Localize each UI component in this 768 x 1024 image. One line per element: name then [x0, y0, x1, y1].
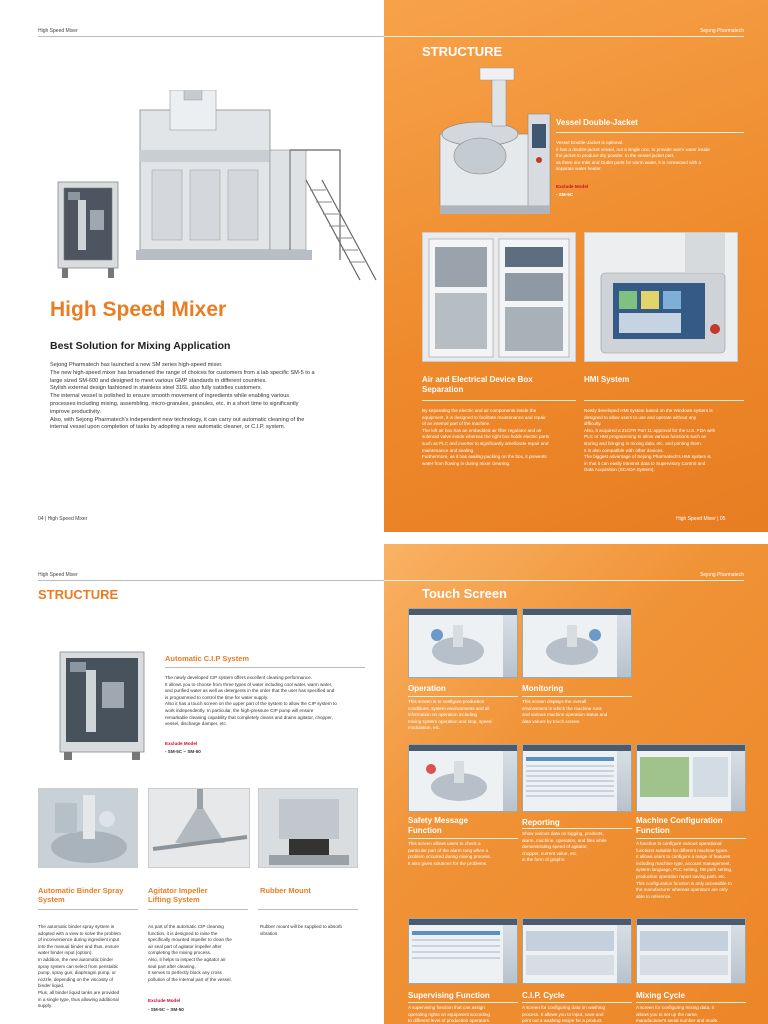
reporting-screen: [522, 744, 632, 812]
agitator-text: [148, 924, 254, 983]
agitator-impeller-photo: [148, 788, 250, 868]
machine-config-line: production operation report saving path, etc.: [636, 873, 726, 879]
mixing-cycle-line: allows you to set up the name,: [636, 1011, 699, 1017]
screen-titlebar: [523, 609, 631, 615]
intro-line: internal vessel upon completion of tasks by adopting a new automatic cleaner, or C.I.P. system.: [50, 424, 286, 431]
agitator-line: function, it is designed to raise the: [148, 930, 218, 936]
binder-line: into the manual binder and thus, ensure: [38, 943, 119, 949]
hmi-system-photo: [584, 232, 738, 362]
cip-cycle-screen: [522, 918, 632, 984]
screen-row: [640, 931, 728, 951]
screen-row: [526, 790, 614, 792]
rubber-rule: [258, 909, 358, 910]
screen-titlebar: [523, 919, 631, 925]
screen-sidebar: [731, 751, 745, 811]
screen-sidebar: [503, 615, 517, 677]
intro-text: [50, 362, 370, 432]
rubber-mount-photo: [258, 788, 358, 868]
monitoring-line: This screen displays the overall: [522, 699, 587, 704]
intro-line: processes including mixing, assembling, micro-granules, granules, etc. in a short time to significantly: [50, 400, 299, 407]
rubber-title: Rubber Mount: [260, 886, 311, 895]
cip-line: remarkable cleaning capability that completely cleans and drains agitator, chopper,: [165, 714, 333, 720]
bottom-right-header-rule: [384, 580, 744, 581]
binder-line: The automatic binder spray system is: [38, 924, 115, 929]
mixing-cycle-line: A screen for configuring mixing data, it: [636, 1005, 714, 1010]
binder-text: [38, 924, 144, 1010]
air-box-rule: [422, 400, 576, 401]
hmi-line: storing and bringing in mixing data, etc. and printing them.: [584, 440, 702, 446]
binder-title-line: System: [38, 895, 65, 904]
supervising-title: Supervising Function: [408, 991, 490, 1000]
bottom-left-header-rule: [38, 580, 384, 581]
vessel-line: the jacket to produce dry powder. In the vessel jacket part,: [556, 153, 675, 159]
vessel-exclude-value: - SM-5C: [556, 192, 574, 197]
agitator-title-line: Agitator Impeller: [148, 886, 208, 895]
supervising-line: to different level of production operators.: [408, 1018, 491, 1024]
vessel-title-rule: [556, 132, 744, 133]
bottom-left-header: High Speed Mixer: [38, 572, 78, 578]
agitator-line: pollution of the internal part of the vessel.: [148, 976, 232, 982]
rubber-line: vibration: [260, 930, 278, 936]
agitator-rule: [148, 909, 248, 910]
agitator-line: air seal part of agitator impeller after: [148, 943, 222, 949]
supervising-text: [408, 1005, 520, 1024]
screen-sidebar: [731, 925, 745, 983]
binder-line: nozzle, depending on the viscosity of: [38, 976, 114, 982]
safety-text: [408, 841, 520, 867]
screen-titlebar: [637, 919, 745, 925]
cip-line: The newly developed CIP system offers excellent cleaning performance.: [165, 675, 312, 680]
mixing-cycle-screen: [636, 918, 746, 984]
machine-config-rule: [636, 838, 746, 839]
agitator-line: completing the mixing process.: [148, 950, 212, 956]
machine-config-line: functions suitable for different machine types.: [636, 847, 729, 853]
cip-line: is programmed to control the time for water supply.: [165, 694, 269, 700]
supervising-screen: [408, 918, 518, 984]
agitator-exclude-label: Exclude Model: [148, 998, 181, 1003]
binder-line: supply.: [38, 1003, 53, 1009]
screen-titlebar: [637, 745, 745, 751]
operation-title: Operation: [408, 684, 446, 693]
air-box-line: such as PLC and inverter to significantly ameliorate repair and: [422, 440, 549, 446]
intro-line: The internal vessel is polished to ensure smooth movement of ingredients while enabling various: [50, 393, 290, 400]
binder-title: [38, 886, 123, 904]
air-box-text: [422, 408, 582, 467]
cip-line: work independently. In particular, the high-pressure CIP pump will ensure: [165, 707, 314, 713]
machine-config-text: [636, 841, 754, 900]
safety-rule: [408, 838, 518, 839]
binder-spray-photo: [38, 788, 138, 868]
mixing-cycle-title: Mixing Cycle: [636, 991, 685, 1000]
cip-cycle-line: print out a washing recipe for a product.: [522, 1018, 603, 1024]
air-box-line: solenoid valve inside whereas the right box holds electric parts: [422, 434, 550, 440]
operation-screen: [408, 608, 518, 678]
reporting-line: Show various data on logging, products,: [522, 831, 604, 836]
cip-line: It allows you to choose from three types of water including cool water, warm water,: [165, 681, 333, 687]
reporting-line: alarm, machine, operation, and files while: [522, 837, 607, 843]
binder-line: binder liquid.: [38, 983, 65, 989]
binder-line: Plus, all binder liquid tanks are provided: [38, 989, 120, 995]
screen-row: [412, 951, 500, 953]
bottom-right-header: Sejong Pharmatech: [700, 572, 744, 578]
safety-title-line: Function: [408, 825, 442, 835]
structure-title-bottom: STRUCTURE: [38, 587, 119, 602]
top-left-header-rule: [38, 36, 384, 37]
monitoring-line: data values by touch screen.: [522, 718, 581, 724]
hmi-line: designed to allow users to use and operate without any: [584, 414, 697, 420]
binder-line: of inconvenience during ingredient input: [38, 937, 120, 943]
vessel-line: Vessel Double-Jacket is optional.: [556, 140, 624, 145]
screen-titlebar: [409, 745, 517, 751]
agitator-line: Also, it helps to inspect the agitator air: [148, 956, 226, 962]
cip-exclude-label: Exclude Model: [165, 741, 198, 746]
screen-row: [526, 795, 614, 797]
machine-config-line: This configuration function is only accessible to: [636, 880, 732, 886]
hmi-rule: [584, 400, 744, 401]
screen-row: [640, 757, 689, 797]
agitator-line: seal part after cleaning,: [148, 963, 196, 969]
safety-line: problem occurred during mixing process.: [408, 854, 491, 860]
cip-cycle-title: C.I.P. Cycle: [522, 991, 565, 1000]
cip-exclude-value: - SM-5C ~ SM-50: [165, 749, 201, 754]
vessel-line: separate water heater.: [556, 166, 602, 172]
screen-row: [412, 939, 500, 941]
supervising-rule: [408, 1002, 518, 1003]
intro-line: Stylish external design fashioned in stainless steel 316L also fully satisfies customers.: [50, 385, 263, 392]
operation-rule: [408, 696, 518, 697]
machine-config-title: [636, 816, 723, 835]
intro-line: Sejong Pharmatech has launched a new SM series high-speed mixer.: [50, 362, 223, 368]
machine-config-line: system language, PLC setting, DB path setting,: [636, 867, 733, 873]
vessel-line: It has a double-jacket vessel, not a single one, to provide warm water inside: [556, 146, 710, 152]
air-box-line: of an internal part of the machine.: [422, 421, 491, 427]
monitoring-line: and various machine operation status and: [522, 712, 608, 718]
screen-row: [412, 945, 500, 947]
safety-title-line: Safety Message: [408, 816, 469, 825]
mixing-cycle-text: [636, 1005, 752, 1024]
rubber-line: Rubber mount will be supplied to absorb: [260, 924, 342, 929]
machine-config-line: It allows users to configure a range of features: [636, 854, 731, 860]
cip-system-photo: [56, 648, 152, 760]
operation-line: conditions, system environments and all: [408, 705, 490, 711]
screen-row: [526, 780, 614, 782]
operation-text: [408, 699, 520, 732]
screen-row: [640, 955, 728, 975]
monitoring-text: [522, 699, 634, 725]
vessel-text: [556, 140, 746, 173]
page-subtitle: Best Solution for Mixing Application: [50, 340, 231, 352]
screen-row: [526, 775, 614, 777]
screen-sidebar: [617, 751, 631, 811]
screen-row: [526, 955, 614, 975]
reporting-rule: [522, 828, 632, 829]
hmi-text: [584, 408, 750, 474]
air-box-title: [422, 375, 533, 394]
safety-line: particular part of the alarm rang when a: [408, 847, 489, 853]
top-right-header-rule: [384, 36, 744, 37]
vessel-double-jacket-photo: [420, 64, 570, 224]
bottom-left-page: [0, 544, 384, 1024]
agitator-line: it serves to perfectly block any cross: [148, 970, 222, 976]
screen-row: [412, 957, 500, 959]
cip-cycle-rule: [522, 1002, 632, 1003]
supervising-line: A supervising function that can assign: [408, 1005, 485, 1010]
top-left-header: High Speed Mixer: [38, 28, 78, 34]
reporting-line: chopper, current value, etc.: [522, 850, 578, 856]
reporting-title: Reporting: [522, 818, 560, 827]
agitator-exclude-value: - SM-5C ~ SM-50: [148, 1007, 184, 1012]
cip-line: Also it has a touch screen on the upper part of the system to allow the CIP system to: [165, 701, 337, 707]
machine-config-title-line: Function: [636, 825, 670, 835]
screen-sidebar: [617, 615, 631, 677]
top-right-page: [384, 0, 768, 532]
air-box-line: water from flowing in during mixer cleaning.: [422, 460, 511, 466]
agitator-title: [148, 886, 208, 904]
hmi-line: in that it can easily transmit data to Supervisory Control and: [584, 460, 706, 466]
intro-line: The new high-speed mixer has broadened the range of choices for customers from a lab specific SM-5 to a: [50, 369, 315, 376]
high-speed-mixer-machine-illustration: [40, 90, 384, 290]
air-box-line: By separating the electric and air components inside the: [422, 408, 537, 413]
air-box-line: equipment, it is designed to facilitate maintenance and repair: [422, 414, 546, 420]
safety-title: [408, 816, 468, 835]
binder-line: in a single type, thus allowing additional: [38, 996, 119, 1002]
screen-titlebar: [409, 919, 517, 925]
screen-sidebar: [503, 751, 517, 811]
cip-cycle-line: A screen for configuring data on washing: [522, 1005, 605, 1010]
screen-row: [412, 931, 500, 935]
footer-page-05: High Speed Mixer | 05: [676, 516, 726, 522]
touch-screen-title: Touch Screen: [422, 586, 508, 601]
screen-titlebar: [409, 609, 517, 615]
screen-sidebar: [617, 925, 631, 983]
air-electrical-box-photo: [422, 232, 576, 362]
intro-line: large sized SM-600 and designed to meet various GMP standards in different countries.: [50, 377, 267, 384]
agitator-line: specifically mounted impeller to clean the: [148, 937, 232, 943]
hmi-title: HMI System: [584, 375, 630, 384]
operation-line: modulation, etc.: [408, 725, 441, 731]
vessel-line: as there are Inlet and Outlet ports for warm water, it is connected with a: [556, 159, 702, 165]
reporting-line: demonstrating speed of agitator,: [522, 844, 588, 850]
binder-rule: [38, 909, 138, 910]
cip-line: vessel, discharge damper, etc.: [165, 721, 228, 727]
air-box-title-line: Separation: [422, 384, 464, 394]
bottom-spread: [0, 544, 768, 1024]
binder-line: In addition, the new automatic binder: [38, 956, 114, 962]
bottom-right-page: [384, 544, 768, 1024]
mixing-cycle-rule: [636, 1002, 746, 1003]
operation-line: information on operation including: [408, 712, 477, 718]
air-box-line: Furthermore, as it has sealing-packing on the box, it prevents: [422, 454, 547, 460]
structure-title-top: STRUCTURE: [422, 44, 503, 59]
machine-config-line: including machine type, account management,: [636, 860, 731, 866]
screen-sidebar: [503, 925, 517, 983]
cip-rule: [165, 667, 365, 668]
screen-row: [526, 765, 614, 767]
footer-page-04: 04 | High Speed Mixer: [38, 516, 88, 522]
hmi-line: Newly developed HMI system based on the Windows system is: [584, 408, 713, 413]
screen-titlebar: [523, 745, 631, 751]
air-box-line: The left air box has an embedded air filter regulator and air: [422, 427, 542, 433]
screen-row: [526, 757, 614, 761]
spread-gap: [0, 532, 768, 544]
binder-line: pump, spray gun, diaphragm pump, or: [38, 970, 116, 976]
hmi-line: difficulty.: [584, 421, 602, 427]
safety-line: It also gives solutions for the problems.: [408, 860, 488, 866]
air-box-title-line: Air and Electrical Device Box: [422, 375, 533, 384]
vessel-exclude-label: Exclude Model: [556, 184, 589, 189]
screen-row: [693, 757, 728, 797]
hmi-line: PLC or HMI programming to allow various functions such as: [584, 434, 707, 440]
cip-title: Automatic C.I.P System: [165, 654, 250, 663]
hmi-line: It is also compatible with other devices.: [584, 447, 664, 453]
cip-line: and purified water as well as detergents in the order that the user has specified and: [165, 688, 335, 694]
screen-row: [526, 785, 614, 787]
screen-row: [526, 931, 614, 951]
cip-text: [165, 675, 375, 728]
monitoring-rule: [522, 696, 632, 697]
top-right-header: Sejong Pharmatech: [700, 28, 744, 34]
page-title: High Speed Mixer: [50, 298, 227, 321]
binder-title-line: Automatic Binder Spray: [38, 886, 124, 895]
supervising-line: operating rights on equipment according: [408, 1011, 490, 1017]
hmi-line: The biggest advantage of Sejong Pharmatech's HMI system is: [584, 454, 711, 460]
cip-cycle-text: [522, 1005, 634, 1024]
rubber-text: [260, 924, 370, 937]
machine-config-line: able to reference.: [636, 893, 672, 899]
reporting-line: in the form of graphs.: [522, 857, 566, 863]
vessel-title: Vessel Double-Jacket: [556, 118, 638, 127]
safety-message-screen: [408, 744, 518, 812]
hmi-line: Also, it acquired a 21CFR Part 11 approval for the U.S. FDA with: [584, 427, 716, 433]
monitoring-screen: [522, 608, 632, 678]
safety-line: This screen allows users to check a: [408, 841, 481, 846]
monitoring-title: Monitoring: [522, 684, 564, 693]
agitator-title-line: Lifting System: [148, 895, 200, 904]
air-box-line: maintenance and sealing.: [422, 447, 475, 453]
monitoring-line: environment in which the machine runs: [522, 705, 602, 711]
binder-line: water binder input (option).: [38, 950, 93, 956]
mixing-cycle-line: manufacturer's serial number and mode.: [636, 1018, 719, 1024]
top-left-page: [0, 0, 384, 532]
screen-row: [526, 770, 614, 772]
operation-line: This screen is to configure production: [408, 699, 485, 704]
machine-config-screen: [636, 744, 746, 812]
intro-line: improve productivity.: [50, 408, 101, 415]
operation-line: mixing system operation and stop, speed: [408, 718, 492, 724]
binder-line: adopted with a view to solve the problem: [38, 930, 121, 936]
machine-config-title-line: Machine Configuration: [636, 816, 723, 825]
hmi-line: Data Acquisition (SCADA System).: [584, 467, 655, 473]
intro-line: Also, with Sejong Pharmatech's independent new technology, it can carry out automatic cleaning of the: [50, 416, 305, 423]
binder-line: spray system can select from peristaltic: [38, 963, 119, 969]
machine-config-line: the manufacturer whereas operators are only: [636, 887, 728, 893]
agitator-line: As part of the automatic CIP cleaning: [148, 924, 224, 929]
machine-config-line: A function to configure various operational: [636, 841, 722, 846]
cip-cycle-line: process. It allows you to input, save and: [522, 1011, 604, 1017]
reporting-text: [522, 831, 634, 864]
